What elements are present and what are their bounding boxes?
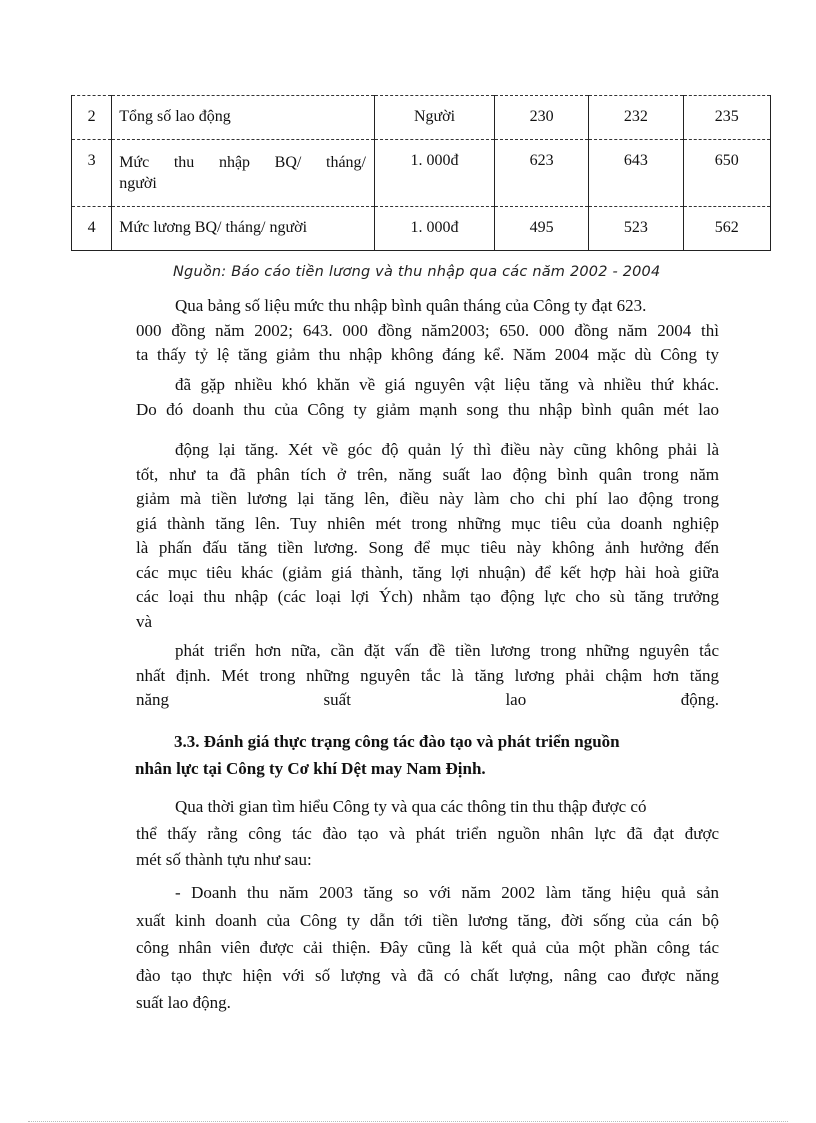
- text-line: giá thành tăng lên. Tuy nhiên mét trong những mục tiêu của doanh nghiệp: [136, 513, 719, 533]
- section-heading: [135, 728, 717, 782]
- row-number: 2: [72, 96, 112, 140]
- value-2004: 235: [683, 96, 770, 140]
- heading-line: 3.3. Đánh giá thực trạng công tác đào tạo và phát triển nguồn: [174, 732, 620, 751]
- text-line: - Doanh thu năm 2003 tăng so với năm 2002 làm tăng hiệu quả sản: [175, 883, 719, 902]
- text-line: mét số thành tựu như sau:: [136, 850, 312, 869]
- income-table: [71, 95, 771, 251]
- text-line: công nhân viên được cải thiện. Đây cũng là kết quả của một phần công tác: [136, 938, 719, 957]
- text-line: là phấn đấu tăng tiền lương. Song để mục tiêu này không ảnh hưởng đến: [136, 538, 719, 557]
- heading-line: nhân lực tại Công ty Cơ khí Dệt may Nam Định.: [135, 759, 486, 778]
- paragraph-1: [136, 294, 719, 368]
- value-2002: 623: [495, 140, 589, 207]
- value-2004: 562: [683, 207, 770, 251]
- table-source-note: Nguồn: Báo cáo tiền lương và thu nhập qua các năm 2002 - 2004: [173, 264, 661, 280]
- row-number: 4: [72, 207, 112, 251]
- text-line: phát triển hơn nữa, cần đặt vấn đề tiền lương trong những nguyên tắc: [175, 641, 719, 660]
- paragraph-6: [136, 879, 719, 1017]
- value-2002: 230: [495, 96, 589, 140]
- text-line: nhất định. Mét trong những nguyên tắc là tăng lương phải chậm hơn tăng: [136, 665, 719, 685]
- value-2004: 650: [683, 140, 770, 207]
- text-line: Do đó doanh thu của Công ty giảm mạnh song thu nhập bình quân mét lao: [136, 399, 719, 419]
- text-line: và: [136, 611, 153, 631]
- text-line: thể thấy rằng công tác đào tạo và phát triển nguồn nhân lực đã đạt được: [136, 823, 719, 843]
- paragraph-3: [136, 438, 719, 634]
- text-line: các mục tiêu khác (giảm giá thành, tăng lợi nhuận) để kết hợp hài hoà giữa: [136, 562, 719, 582]
- text-line: động lại tăng. Xét về góc độ quản lý thì điều này cũng không phải là: [175, 440, 719, 459]
- page-bottom-divider: [28, 1121, 788, 1122]
- value-2003: 232: [589, 96, 683, 140]
- row-number: 3: [72, 140, 112, 207]
- text-line: ta thấy tỷ lệ tăng giảm thu nhập không đáng kể. Năm 2004 mặc dù Công ty: [136, 345, 719, 364]
- row-unit: Người: [375, 96, 495, 140]
- text-line: Qua thời gian tìm hiểu Công ty và qua các thông tin thu thập được có: [175, 797, 647, 816]
- indicator-line: Mức thu nhập BQ/ tháng/: [119, 154, 366, 171]
- text-line: đã gặp nhiều khó khăn về giá nguyên vật liệu tăng và nhiều thứ khác.: [175, 375, 719, 394]
- text-line: tốt, như ta đã phân tích ở trên, năng suất lao động bình quân trong năm: [136, 464, 719, 484]
- row-unit: 1. 000đ: [375, 207, 495, 251]
- table-row: [72, 207, 771, 251]
- paragraph-2: [136, 373, 719, 422]
- table-row: [72, 140, 771, 207]
- value-2003: 523: [589, 207, 683, 251]
- paragraph-4: [136, 639, 719, 713]
- row-indicator: Mức lương BQ/ tháng/ người: [112, 207, 375, 251]
- text-line: đào tạo thực hiện với số lượng và đã có chất lượng, nâng cao được năng: [136, 965, 719, 985]
- paragraph-5: [136, 794, 719, 874]
- row-unit: 1. 000đ: [375, 140, 495, 207]
- table-row: [72, 96, 771, 140]
- row-indicator: Tổng số lao động: [112, 96, 375, 140]
- value-2002: 495: [495, 207, 589, 251]
- text-line: xuất kinh doanh của Công ty dẫn tới tiền lương tăng, đời sống của cán bộ: [136, 910, 719, 930]
- text-line: 000 đồng năm 2002; 643. 000 đồng năm2003; 650. 000 đồng năm 2004 thì: [136, 320, 719, 340]
- text-line: suất lao động.: [136, 993, 231, 1012]
- text-line: năng suất lao động.: [136, 690, 719, 709]
- row-indicator: [112, 140, 375, 207]
- text-line: các loại thu nhập (các loại lợi Ých) nhằm tạo động lực cho sù tăng trưởng: [136, 587, 719, 606]
- text-line: Qua bảng số liệu mức thu nhập bình quân tháng của Công ty đạt 623.: [175, 296, 647, 315]
- indicator-line: người: [119, 175, 157, 192]
- value-2003: 643: [589, 140, 683, 207]
- text-line: giảm mà tiền lương lại tăng lên, điều này làm cho chi phí lao động trong: [136, 489, 719, 508]
